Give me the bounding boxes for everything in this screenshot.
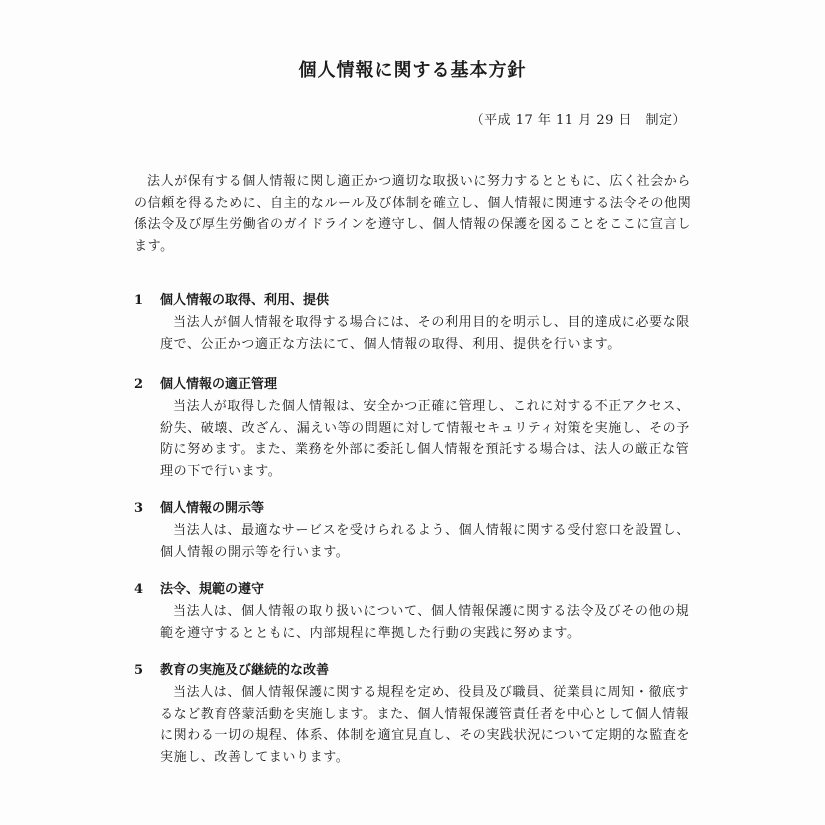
section-body: 当法人が個人情報を取得する場合には、その利用目的を明示し、目的達成に必要な限度で、公正かつ適正な方法にて、個人情報の取得、利用、提供を行います。 (160, 315, 690, 352)
section-number: 3 (134, 501, 144, 516)
section-heading (134, 290, 696, 312)
section-number: 4 (134, 582, 144, 597)
section-body: 当法人は、個人情報の取り扱いについて、個人情報保護に関する法令及びその他の規範を遵守するとともに、内部規程に準拠した行動の実践に努めます。 (160, 604, 690, 641)
section-1 (134, 290, 696, 355)
section-title: 教育の実施及び継続的な改善 (160, 663, 330, 678)
document-title: 個人情報に関する基本方針 (298, 60, 527, 81)
enactment-date: （平成 17 年 11 月 29 日 制定） (470, 113, 686, 128)
section-title: 個人情報の取得、利用、提供 (160, 293, 330, 308)
section-2 (134, 374, 696, 482)
section-number: 5 (134, 663, 144, 678)
section-number: 2 (134, 377, 144, 392)
section-heading (134, 579, 696, 601)
section-title: 法令、規範の遵守 (160, 582, 265, 597)
section-heading (134, 374, 696, 396)
section-heading (134, 660, 696, 682)
section-title: 個人情報の開示等 (160, 501, 265, 516)
section-number: 1 (134, 293, 144, 308)
intro-text: 法人が保有する個人情報に関し適正かつ適切な取扱いに努力するとともに、広く社会からの信頼を得るために、自主的なルール及び体制を確立し、個人情報に関連する法令その他関係法令及び厚生労働省のガイドラインを遵守し、個人情報の保護を図ることをここに宣言します。 (134, 174, 692, 254)
section-5 (134, 660, 696, 768)
section-body: 当法人は、個人情報保護に関する規程を定め、役員及び職員、従業員に周知・徹底するなど教育啓蒙活動を実施します。また、個人情報保護管責任者を中心として個人情報に関わる一切の規程、体系、体制を適宜見直し、その実践状況について定期的な監査を実施し、改善してまいります。 (160, 685, 691, 765)
section-4 (134, 579, 696, 644)
section-body: 当法人が取得した個人情報は、安全かつ正確に管理し、これに対する不正アクセス、紛失、破壊、改ざん、漏えい等の問題に対して情報セキュリティ対策を実施し、その予防に努めます。また、業務を外部に委託し個人情報を預託する場合は、法人の厳正な管理の下で行います。 (160, 399, 690, 479)
section-heading (134, 498, 696, 520)
section-3 (134, 498, 696, 563)
section-title: 個人情報の適正管理 (160, 377, 278, 392)
intro-paragraph (134, 171, 694, 257)
section-body: 当法人は、最適なサービスを受けられるよう、個人情報に関する受付窓口を設置し、個人情報の開示等を行います。 (160, 523, 690, 560)
